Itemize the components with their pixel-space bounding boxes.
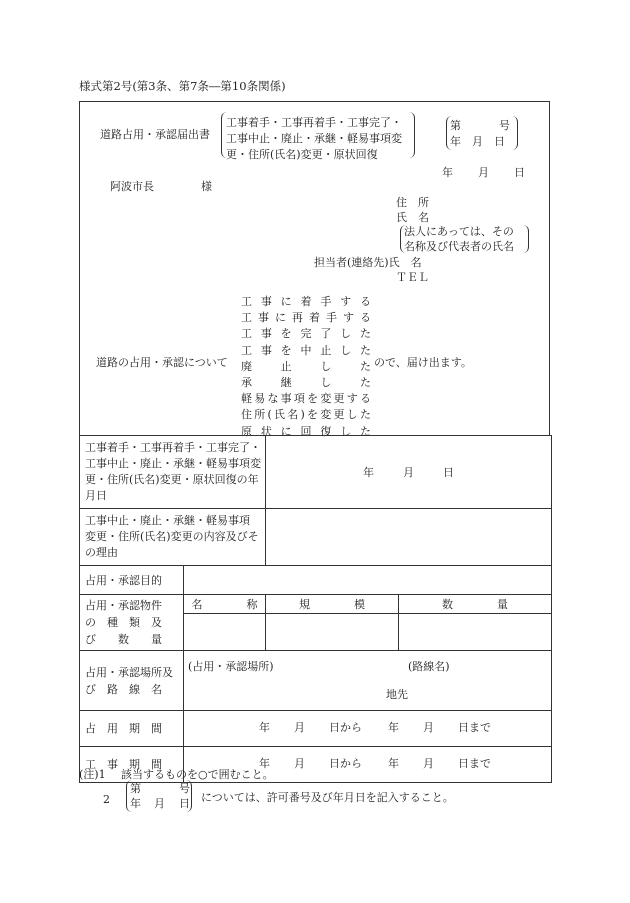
occupancy-period-label: 占 用 期 間: [85, 722, 162, 735]
contact-person-label: 担当者(連絡先)氏 名: [314, 256, 422, 269]
note-2: については、許可番号及び年月日を記入すること。: [201, 791, 454, 804]
note-box-dai: 第: [130, 782, 141, 795]
reason-row-label: 工事中止・廃止・承継・軽易事項変更・住所(氏名)変更の内容及びその理由: [85, 514, 259, 559]
occupancy-period-cell[interactable]: 年 月 日から 年 月 日まで: [184, 711, 552, 747]
option-8: 住 所 ( 氏 名 ) を 変 更 し た: [241, 408, 371, 422]
form-reference: 様式第2号(第3条、第7条―第10条関係): [79, 79, 286, 93]
option-5: 廃 止 し た: [241, 359, 371, 373]
title-item-1: 工事着手・工事再着手・工事完了・: [226, 116, 402, 129]
note-1: 該当するものを○で囲むこと。: [121, 768, 274, 781]
date-row-label: 工事着手・工事再着手・工事完了・工事中止・廃止・承継・軽易事項変更・住所(氏名)変更・原状回復の年月日: [85, 441, 261, 502]
permit-day: 日: [494, 135, 505, 148]
works-period-label: 工 事 期 間: [85, 758, 162, 771]
place-label: 占用・承認場所及 び 路 線 名: [85, 665, 173, 696]
object-name-cell[interactable]: [184, 614, 266, 651]
date-row-month: 月: [403, 465, 414, 479]
date-row-year: 年: [363, 465, 374, 479]
corp-note-line2: 名称及び代表者の氏名: [404, 240, 514, 253]
form-table: [79, 435, 552, 783]
form-title-prefix: 道路占用・承認届出書: [100, 128, 210, 141]
title-items: [226, 115, 402, 163]
note-box-day: 日: [179, 797, 190, 810]
objects-label-line3: び 数 量: [85, 633, 162, 646]
note-box-year: 年: [130, 797, 141, 810]
date-year: 年: [442, 166, 453, 179]
note-box-go: 号: [179, 782, 190, 795]
works-period-cell[interactable]: 年 月 日から 年 月 日まで: [184, 747, 552, 783]
corp-note-line1: 法人にあっては、その: [404, 225, 514, 238]
occupancy-period-label-cell: [80, 711, 184, 747]
objects-label-cell: [80, 595, 184, 651]
title-item-3: 更・住所(氏名)変更・原状回復: [226, 148, 378, 161]
date-row-label-cell: [80, 436, 266, 509]
applicant-name-label: 氏 名: [396, 211, 429, 224]
title-item-2: 工事中止・廃止・承継・軽易事項変: [226, 132, 402, 145]
option-7: 軽 易 な 事 項 を 変 更 す る: [241, 392, 371, 406]
option-6: 承 継 し た: [241, 375, 371, 389]
note-2-number: 2: [103, 793, 110, 806]
option-4: 工 事 を 中 止 し た: [241, 343, 371, 357]
col-name-header: 名 称: [184, 595, 266, 614]
permit-year: 年: [450, 135, 461, 148]
option-9: 原 状 に 回 復 し た: [241, 424, 371, 438]
objects-label: [80, 595, 183, 650]
col-scale-header: 規 模: [266, 595, 399, 614]
option-1: 工 事 に 着 手 す る: [241, 295, 371, 308]
option-2: 工 事 に 再 着 手 す る: [241, 311, 371, 325]
reason-row-value-cell[interactable]: [266, 509, 552, 566]
notes-head: (注)1: [79, 768, 106, 781]
date-row-value-cell[interactable]: [266, 436, 552, 509]
addressee-honorific: 様: [201, 180, 212, 193]
objects-label-line1: 占用・承認物件: [85, 599, 162, 612]
date-row-day: 日: [443, 465, 454, 479]
notice-options: [241, 296, 371, 442]
notice-prefix: 道路の占用・承認について: [96, 356, 228, 369]
purpose-label-cell: [80, 566, 184, 595]
objects-label-line2: の 種 類 及: [85, 616, 162, 629]
permit-dai: 第: [450, 119, 461, 132]
reason-row-label-cell: [80, 509, 266, 566]
place-value-cell[interactable]: [184, 651, 552, 711]
note-box-month: 月: [154, 797, 165, 810]
place-label-cell: [80, 651, 184, 711]
addressee-name: 阿波市長: [110, 180, 154, 193]
applicant-address-label: 住 所: [396, 196, 429, 209]
chisaki-label: 地先: [386, 688, 408, 701]
option-3: 工 事 を 完 了 し た: [241, 327, 371, 341]
date-month: 月: [478, 166, 489, 179]
route-sub-label: (路線名): [408, 660, 450, 673]
date-day: 日: [514, 166, 525, 179]
object-qty-cell[interactable]: [399, 614, 552, 651]
purpose-value-cell[interactable]: [184, 566, 552, 595]
object-scale-cell[interactable]: [266, 614, 399, 651]
permit-month: 月: [472, 135, 483, 148]
place-sub-label: (占用・承認場所): [188, 660, 274, 673]
permit-go: 号: [499, 119, 510, 132]
purpose-label: 占用・承認目的: [85, 573, 162, 587]
tel-label: ＴＥＬ: [396, 271, 429, 284]
col-qty-header: 数 量: [399, 595, 552, 614]
notice-suffix: ので、届け出ます。: [374, 356, 472, 369]
